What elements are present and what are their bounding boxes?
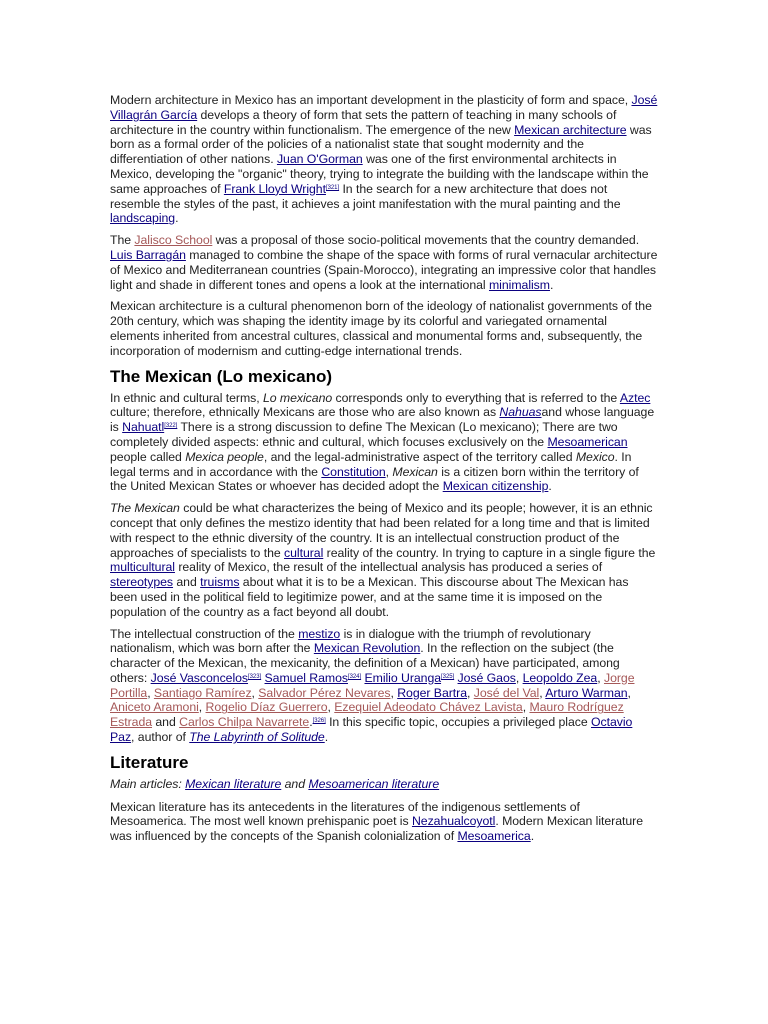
link-roger-bartra[interactable]: Roger Bartra bbox=[397, 685, 467, 700]
citation-323[interactable]: [323] bbox=[248, 673, 262, 680]
text: was a proposal of those socio-political movements that the country demanded. bbox=[212, 233, 640, 248]
text: The intellectual construction of the bbox=[110, 626, 299, 641]
text: is a citizen born within the territory of the United Mexican States or whoever has decided adopt the bbox=[110, 464, 639, 494]
link-luis-barragan[interactable]: Luis Barragán bbox=[110, 247, 186, 262]
text: In the search for a new architecture that does not resemble the styles of the past, it achieves a joint manifestation with the mural painting and the bbox=[110, 181, 621, 211]
paragraph-mexican-1 bbox=[110, 391, 658, 495]
link-nezahualcoyotl[interactable]: Nezahualcoyotl bbox=[411, 814, 496, 829]
text: Main articles: bbox=[110, 776, 186, 791]
link-aztec[interactable]: Aztec bbox=[619, 390, 651, 405]
text: is in dialogue with the triumph of revolutionary nationalism, which was born after the bbox=[110, 626, 591, 656]
link-multicultural[interactable]: multicultural bbox=[110, 560, 175, 575]
text: , bbox=[522, 700, 530, 715]
link-emilio-uranga[interactable]: Emilio Uranga bbox=[364, 670, 442, 685]
citation-326[interactable]: [326] bbox=[312, 718, 326, 725]
paragraph-mexican-2 bbox=[110, 501, 658, 619]
text: and bbox=[173, 575, 201, 590]
text: . bbox=[324, 730, 329, 745]
link-jose-gaos[interactable]: José Gaos bbox=[457, 670, 516, 685]
text: , bbox=[147, 685, 154, 700]
paragraph-architecture-2 bbox=[110, 233, 658, 292]
text: about what it is to be a Mexican. This discourse about The Mexican has been used in the political field to legitimize power, and at the same time it is imposed on the population of the country as a fact beyond all doubt. bbox=[110, 575, 629, 619]
hatnote-main-articles bbox=[110, 777, 658, 792]
link-mesoamerica[interactable]: Mesoamerica bbox=[457, 829, 531, 844]
text: , bbox=[515, 670, 523, 685]
link-ezequiel-adeodato-chavez-lavista[interactable]: Ezequiel Adeodato Chávez Lavista bbox=[334, 700, 523, 715]
text: managed to combine the shape of the space with forms of rural vernacular architecture of Mexico and Mediterranean countries (Spain-Morocco), integrating an impressive color that handles light and shade in different tones and opens a look at the international bbox=[110, 247, 658, 292]
text: and bbox=[152, 715, 180, 730]
link-nahuas[interactable]: Nahuas bbox=[499, 405, 542, 420]
section-heading-literature: Literature bbox=[110, 752, 189, 772]
link-mesoamerican-literature[interactable]: Mesoamerican literature bbox=[308, 776, 440, 791]
citation-325[interactable]: [325] bbox=[441, 673, 455, 680]
link-mexican-architecture[interactable]: Mexican architecture bbox=[514, 122, 627, 137]
paragraph-architecture-3 bbox=[110, 299, 658, 358]
link-rogelio-diaz-guerrero[interactable]: Rogelio Díaz Guerrero bbox=[205, 700, 328, 715]
text: In ethnic and cultural terms, bbox=[110, 390, 263, 405]
text: . bbox=[548, 479, 552, 494]
italic-text: The Mexican bbox=[110, 501, 180, 516]
paragraph-mexican-3 bbox=[110, 627, 658, 745]
link-santiago-ramirez[interactable]: Santiago Ramírez bbox=[153, 685, 252, 700]
paragraph-literature-1 bbox=[110, 800, 658, 844]
text: , bbox=[390, 685, 398, 700]
link-samuel-ramos[interactable]: Samuel Ramos bbox=[264, 670, 348, 685]
citation-321[interactable]: [321] bbox=[325, 184, 340, 191]
text: There is a strong discussion to define The Mexican (Lo mexicano); There are two completely divided aspects: ethnic and cultural, which focuses exclusively on the bbox=[110, 420, 618, 449]
link-stereotypes[interactable]: stereotypes bbox=[110, 575, 174, 590]
italic-text: Mexico bbox=[575, 449, 615, 464]
text: In this specific topic, occupies a privileged place bbox=[325, 715, 591, 730]
text: . bbox=[530, 829, 535, 844]
link-mexican-revolution[interactable]: Mexican Revolution bbox=[313, 641, 421, 656]
text: . bbox=[175, 211, 179, 226]
link-mesoamerican[interactable]: Mesoamerican bbox=[547, 434, 628, 449]
link-nahuatl[interactable]: Nahuatl bbox=[122, 420, 165, 435]
text: Mexican literature has its antecedents in the literatures of the indigenous settlements of Mesoamerica. The most well known prehispanic poet is bbox=[110, 799, 580, 829]
link-constitution[interactable]: Constitution bbox=[321, 464, 386, 479]
link-jose-vasconcelos[interactable]: José Vasconcelos bbox=[150, 670, 249, 685]
paragraph-architecture-1 bbox=[110, 93, 658, 226]
text: , bbox=[198, 700, 206, 715]
text: , bbox=[251, 685, 259, 700]
text: people called bbox=[110, 449, 186, 464]
italic-text: Mexican bbox=[392, 464, 438, 479]
italic-text: Mexica people bbox=[185, 449, 264, 464]
link-mauro-rodriguez-estrada[interactable]: Mauro Rodríguez Estrada bbox=[110, 700, 624, 730]
text: was born as a formal order of the policies of a nationalist state that sought modernity and the differentiation of other nations. bbox=[110, 122, 652, 167]
link-jorge-portilla[interactable]: Jorge Portilla bbox=[110, 670, 635, 700]
link-salvador-perez-nevares[interactable]: Salvador Pérez Nevares bbox=[258, 685, 391, 700]
text: , author of bbox=[131, 730, 190, 745]
text: Mexican architecture is a cultural phenomenon born of the ideology of nationalist governments of the 20th century, which was shaping the identity image by its colorful and variegated ornamental elements inherited from ancestral cultures, classical and monumental forms and, subsequently, the incorporation of modernism and cutting-edge international trends. bbox=[110, 299, 652, 358]
text: culture; therefore, ethnically Mexicans are those who are also known as bbox=[110, 405, 500, 420]
text: , bbox=[539, 685, 546, 700]
text: and whose language is bbox=[110, 405, 655, 435]
link-mexican-literature[interactable]: Mexican literature bbox=[185, 776, 282, 791]
text: corresponds only to everything that is referred to the bbox=[332, 390, 620, 405]
text: , bbox=[327, 700, 335, 715]
link-arturo-warman[interactable]: Arturo Warman bbox=[545, 685, 628, 700]
link-frank-lloyd-wright[interactable]: Frank Lloyd Wright bbox=[223, 181, 326, 196]
text: The bbox=[110, 233, 135, 248]
link-mestizo[interactable]: mestizo bbox=[298, 626, 341, 641]
link-leopoldo-zea[interactable]: Leopoldo Zea bbox=[522, 670, 598, 685]
text: was one of the first environmental architects in Mexico, developing the "organic" theory, trying to integrate the building with the landscape within the same approaches of bbox=[110, 152, 649, 196]
link-jose-villagran-garcia[interactable]: José Villagrán García bbox=[110, 93, 658, 122]
link-carlos-chilpa-navarrete[interactable]: Carlos Chilpa Navarrete bbox=[179, 715, 310, 730]
text: . Modern Mexican literature was influenced by the concepts of the Spanish colonialization of bbox=[110, 814, 643, 844]
text: , and the legal-administrative aspect of the territory called bbox=[263, 449, 576, 464]
link-juan-ogorman[interactable]: Juan O'Gorman bbox=[276, 152, 363, 167]
link-mexican-citizenship[interactable]: Mexican citizenship bbox=[442, 479, 549, 494]
link-octavio-paz[interactable]: Octavio Paz bbox=[110, 715, 633, 745]
link-aniceto-aramoni[interactable]: Aniceto Aramoni bbox=[110, 700, 199, 715]
text: . bbox=[549, 277, 554, 292]
article-body bbox=[110, 93, 658, 851]
text: , bbox=[627, 685, 631, 700]
text: . bbox=[309, 715, 313, 730]
text: . In legal terms and in accordance with the bbox=[110, 449, 632, 479]
citation-322[interactable]: [322] bbox=[164, 423, 178, 430]
link-jalisco-school[interactable]: Jalisco School bbox=[134, 233, 213, 248]
italic-text: Lo mexicano bbox=[262, 390, 333, 405]
link-the-labyrinth-of-solitude[interactable]: The Labyrinth of Solitude bbox=[189, 730, 325, 745]
link-jose-del-val[interactable]: José del Val bbox=[473, 685, 540, 700]
text: reality of the country. In trying to capture in a single figure the bbox=[323, 545, 656, 560]
text: Modern architecture in Mexico has an important development in the plasticity of form and space, bbox=[110, 93, 632, 107]
link-cultural[interactable]: cultural bbox=[284, 545, 324, 560]
text: reality of Mexico, the result of the intellectual analysis has produced a series of bbox=[174, 560, 603, 575]
link-landscaping[interactable]: landscaping bbox=[110, 211, 176, 226]
text: , bbox=[385, 464, 393, 479]
text: , bbox=[467, 685, 474, 700]
text: could be what characterizes the being of Mexico and its people; however, it is an ethnic concept that only defines the mestizo identity that had been related for a long time and that is limited with respect to the ethnic diversity of the country. It is an intellectual construction product of the approaches of specialists to the bbox=[110, 501, 653, 560]
link-minimalism[interactable]: minimalism bbox=[488, 277, 550, 292]
citation-324[interactable]: [324] bbox=[347, 673, 362, 680]
text: . In the reflection on the subject (the character of the Mexican, the mexicanity, the definition of a Mexican) have participated, among others: bbox=[110, 641, 620, 685]
text: and bbox=[281, 776, 309, 791]
text: develops a theory of form that sets the pattern of teaching in many schools of architecture in the country within functionalism. The emergence of the new bbox=[110, 107, 617, 137]
link-truisms[interactable]: truisms bbox=[200, 575, 240, 590]
section-heading-the-mexican: The Mexican (Lo mexicano) bbox=[110, 366, 332, 386]
text: , bbox=[597, 670, 604, 685]
